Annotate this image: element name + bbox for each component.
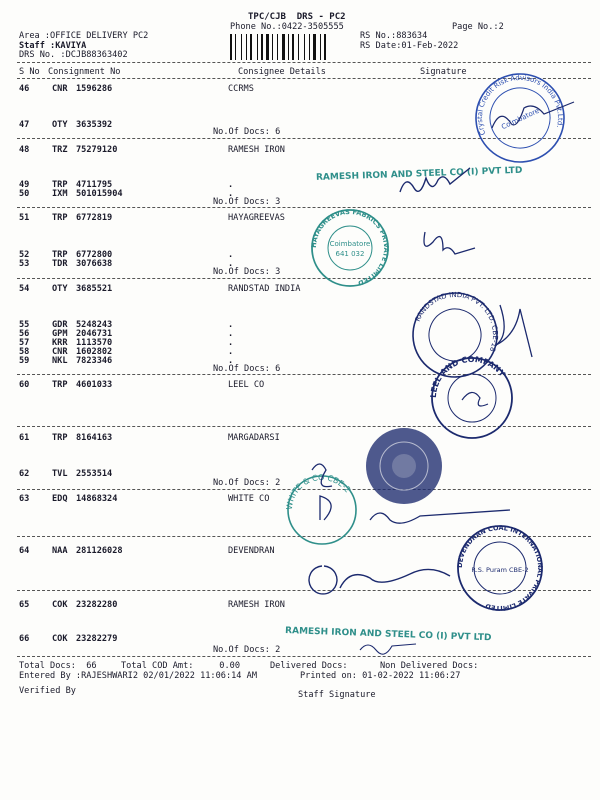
row-sno: 65 <box>19 600 30 610</box>
row-prefix: OTY <box>52 284 68 294</box>
doc-count: No.Of Docs: 6 <box>213 364 281 374</box>
row-sno: 48 <box>19 145 30 155</box>
divider <box>17 62 591 63</box>
barcode-bar <box>309 34 310 60</box>
crystal-signature <box>492 102 574 128</box>
barcode-bar <box>261 34 263 60</box>
crystal-ring-text: Crystal Credit Risk Advisors India Pvt.Ltd. <box>475 73 565 137</box>
barcode-bar <box>246 34 247 60</box>
row-consignment: 2046731 <box>76 329 113 339</box>
row-consignment: 6772819 <box>76 213 113 223</box>
row-consignment: 1113570 <box>76 338 113 348</box>
barcode-bar <box>266 34 269 60</box>
row-sno: 47 <box>19 120 30 130</box>
report-title: TPC/CJB DRS - PC2 <box>248 12 346 22</box>
row-prefix: KRR <box>52 338 68 348</box>
row-sno: 55 <box>19 320 30 330</box>
consignee-name: MARGADARSI <box>228 433 280 443</box>
barcode-bar <box>317 34 319 60</box>
col-header-sno: S No <box>19 67 40 77</box>
hayagreevas-signature <box>424 232 475 254</box>
row-prefix: COK <box>52 634 68 644</box>
crystal-inner-text: Coimbatore <box>500 106 541 132</box>
row-sno: 52 <box>19 250 30 260</box>
devendran-stamp <box>456 524 544 612</box>
row-consignment: 1602802 <box>76 347 113 357</box>
row-sno: 49 <box>19 180 30 190</box>
barcode-bar <box>304 34 305 60</box>
svg-text:LEEL AND COMPANY <box>429 355 507 398</box>
svg-text:Crystal Credit Risk Advisors I <box>461 59 571 161</box>
divider <box>17 374 591 375</box>
row-sno: 59 <box>19 356 30 366</box>
row-consignment: 3076638 <box>76 259 113 269</box>
row-consignment: 3635392 <box>76 120 113 130</box>
barcode-bar <box>257 34 258 60</box>
barcode-bar <box>270 34 271 60</box>
white-co-signature <box>312 464 510 523</box>
row-consignment: 3685521 <box>76 284 113 294</box>
row-sno: 66 <box>19 634 30 644</box>
consignee-name: LEEL CO <box>228 380 265 390</box>
row-sno: 62 <box>19 469 30 479</box>
rs-date: RS Date:01-Feb-2022 <box>360 41 459 51</box>
barcode-bar <box>282 34 285 60</box>
consignee-name: DEVENDRAN <box>228 546 275 556</box>
consignee-name: RAMESH IRON <box>228 145 285 155</box>
barcode-bar <box>264 34 265 60</box>
barcode-bar <box>324 34 326 60</box>
barcode-bar <box>272 34 273 60</box>
hayagreevas-stamp <box>310 208 390 287</box>
randstad-stamp <box>399 279 511 390</box>
row-consignment: 14868324 <box>76 494 118 504</box>
doc-count: No.Of Docs: 2 <box>213 645 281 655</box>
svg-text:HAYAGREEVAS FABRICS PRIVATE LI <box>310 208 390 287</box>
non-delivered-docs: Non Delivered Docs: <box>380 661 479 671</box>
row-sno: 53 <box>19 259 30 269</box>
divider <box>17 590 591 591</box>
devendran-inner-text: R.S. Puram CBE-2 <box>471 566 529 574</box>
area-label: Area :OFFICE DELIVERY PC2 <box>19 31 149 41</box>
barcode-bar <box>241 34 242 60</box>
barcode-bar <box>288 34 289 60</box>
row-consignment: 8164163 <box>76 433 113 443</box>
row-sno: 63 <box>19 494 30 504</box>
row-prefix: CNR <box>52 84 68 94</box>
barcode-bar <box>290 34 291 60</box>
barcode-bar <box>243 34 245 60</box>
page-number: Page No.:2 <box>452 22 504 32</box>
row-prefix: TRZ <box>52 145 68 155</box>
divider <box>17 138 591 139</box>
row-consignment: 501015904 <box>76 189 123 199</box>
barcode-bar <box>286 34 287 60</box>
total-docs: Total Docs: 66 <box>19 661 97 671</box>
white-co-stamp <box>285 473 356 544</box>
barcode-bar <box>322 34 323 60</box>
hayagreevas-ring-text: HAYAGREEVAS FABRICS PRIVATE LIMITED <box>309 207 391 287</box>
row-prefix: OTY <box>52 120 68 130</box>
barcode-bar <box>311 34 312 60</box>
row-consignment: 23282279 <box>76 634 118 644</box>
hayagreevas-city: Coimbatore <box>329 240 371 248</box>
barcode-bar <box>230 34 232 60</box>
row-sno: 51 <box>19 213 30 223</box>
barcode-bar <box>300 34 303 60</box>
row-consignment: 4711795 <box>76 180 113 190</box>
doc-count: No.Of Docs: 6 <box>213 127 281 137</box>
ramesh-stamp-bottom: RAMESH IRON AND STEEL CO (I) PVT LTD <box>284 626 492 644</box>
barcode-bar <box>313 34 316 60</box>
devendran-ring-text: DEVENDRAN COAL INTERNATIONAL PRIVATE LIMITED <box>455 523 545 613</box>
row-consignment: 281126028 <box>76 546 123 556</box>
staff-signature: Staff Signature <box>298 690 376 700</box>
delivered-docs: Delivered Docs: <box>270 661 348 671</box>
row-prefix: TRP <box>52 180 68 190</box>
barcode-bar <box>298 34 299 60</box>
row-consignment: 7823346 <box>76 356 113 366</box>
consignee-dot: . <box>228 250 234 260</box>
row-prefix: NAA <box>52 546 68 556</box>
barcode-bar <box>235 34 236 60</box>
entered-by: Entered By :RAJESHWARI2 02/01/2022 11:06:14 AM <box>19 671 257 681</box>
row-sno: 61 <box>19 433 30 443</box>
row-sno: 50 <box>19 189 30 199</box>
row-sno: 54 <box>19 284 30 294</box>
row-prefix: GDR <box>52 320 68 330</box>
row-consignment: 6772800 <box>76 250 113 260</box>
barcode <box>230 34 336 60</box>
svg-text:RANDSTAD INDIA PVT. LTD. CBE-1 <box>413 279 512 353</box>
barcode-bar <box>292 34 294 60</box>
consignee-dot: . <box>228 320 234 330</box>
randstad-signature <box>496 305 532 357</box>
barcode-bar <box>233 34 234 60</box>
row-consignment: 23282280 <box>76 600 118 610</box>
consignee-name: HAYAGREEVAS <box>228 213 285 223</box>
col-header-consignment: Consignment No <box>48 67 121 77</box>
row-sno: 58 <box>19 347 30 357</box>
col-header-signature: Signature <box>420 67 467 77</box>
randstad-ring-text: RANDSTAD INDIA PVT. LTD. CBE-18 <box>413 290 500 353</box>
svg-text:DEVENDRAN COAL INTERNATIONAL P <box>456 524 544 612</box>
white-ring-text: WHITE & CO CBE-2 <box>284 472 353 511</box>
doc-count: No.Of Docs: 3 <box>213 197 281 207</box>
barcode-bar <box>295 34 297 60</box>
col-header-consignee: Consignee Details <box>238 67 326 77</box>
row-prefix: TVL <box>52 469 68 479</box>
barcode-bar <box>248 34 249 60</box>
row-consignment: 4601033 <box>76 380 113 390</box>
printed-on: Printed on: 01-02-2022 11:06:27 <box>300 671 461 681</box>
drs-number: DRS No. :DCJB88363402 <box>19 50 128 60</box>
svg-text:WHITE & CO CBE-2 <box>285 473 353 510</box>
barcode-bar <box>279 34 281 60</box>
barcode-bar <box>250 34 252 60</box>
row-consignment: 1596286 <box>76 84 113 94</box>
ramesh-stamp-top: RAMESH IRON AND STEEL CO (I) PVT LTD <box>315 165 523 183</box>
staff-name: Staff :KAVIYA <box>19 41 87 51</box>
consignee-dot: . <box>228 338 234 348</box>
row-prefix: TDR <box>52 259 68 269</box>
consignee-dot: . <box>228 347 234 357</box>
consignee-dot: . <box>228 329 234 339</box>
divider <box>17 426 591 427</box>
barcode-bar <box>237 34 240 60</box>
row-prefix: COK <box>52 600 68 610</box>
row-consignment: 2553514 <box>76 469 113 479</box>
row-prefix: TRP <box>52 213 68 223</box>
margadarsi-stamp <box>366 428 442 504</box>
row-prefix: TRP <box>52 380 68 390</box>
rs-number: RS No.:883634 <box>360 31 428 41</box>
divider <box>17 207 591 208</box>
row-prefix: EDQ <box>52 494 68 504</box>
barcode-bar <box>320 34 321 60</box>
barcode-bar <box>259 34 260 60</box>
row-sno: 60 <box>19 380 30 390</box>
ramesh-signature <box>400 168 470 192</box>
row-prefix: TRP <box>52 433 68 443</box>
row-sno: 57 <box>19 338 30 348</box>
divider <box>17 78 591 79</box>
barcode-bar <box>277 34 278 60</box>
row-consignment: 5248243 <box>76 320 113 330</box>
consignee-dot: . <box>228 356 234 366</box>
row-sno: 46 <box>19 84 30 94</box>
doc-count: No.Of Docs: 3 <box>213 267 281 277</box>
consignee-name: RAMESH IRON <box>228 600 285 610</box>
row-consignment: 75279120 <box>76 145 118 155</box>
row-prefix: TRP <box>52 250 68 260</box>
row-prefix: NKL <box>52 356 68 366</box>
barcode-bar <box>253 34 256 60</box>
barcode-bar <box>274 34 276 60</box>
phone-number: Phone No.:0422-3505555 <box>230 22 344 32</box>
divider <box>17 536 591 537</box>
hayagreevas-pin: 641 032 <box>335 250 365 258</box>
consignee-name: WHITE CO <box>228 494 270 504</box>
divider <box>17 278 591 279</box>
total-cod: Total COD Amt: 0.00 <box>121 661 240 671</box>
row-prefix: GPM <box>52 329 68 339</box>
doc-count: No.Of Docs: 2 <box>213 478 281 488</box>
ramesh-bottom-signature <box>360 644 416 654</box>
divider <box>17 656 591 657</box>
verified-by: Verified By <box>19 686 76 696</box>
barcode-bar <box>306 34 308 60</box>
consignee-name: CCRMS <box>228 84 254 94</box>
consignee-name: RANDSTAD INDIA <box>228 284 301 294</box>
row-sno: 64 <box>19 546 30 556</box>
row-prefix: CNR <box>52 347 68 357</box>
consignee-dot: . <box>228 259 234 269</box>
divider <box>17 489 591 490</box>
consignee-dot: . <box>228 189 234 199</box>
row-prefix: IXM <box>52 189 68 199</box>
row-sno: 56 <box>19 329 30 339</box>
leel-ring-text: LEEL AND COMPANY <box>428 354 507 399</box>
consignee-dot: . <box>228 180 234 190</box>
